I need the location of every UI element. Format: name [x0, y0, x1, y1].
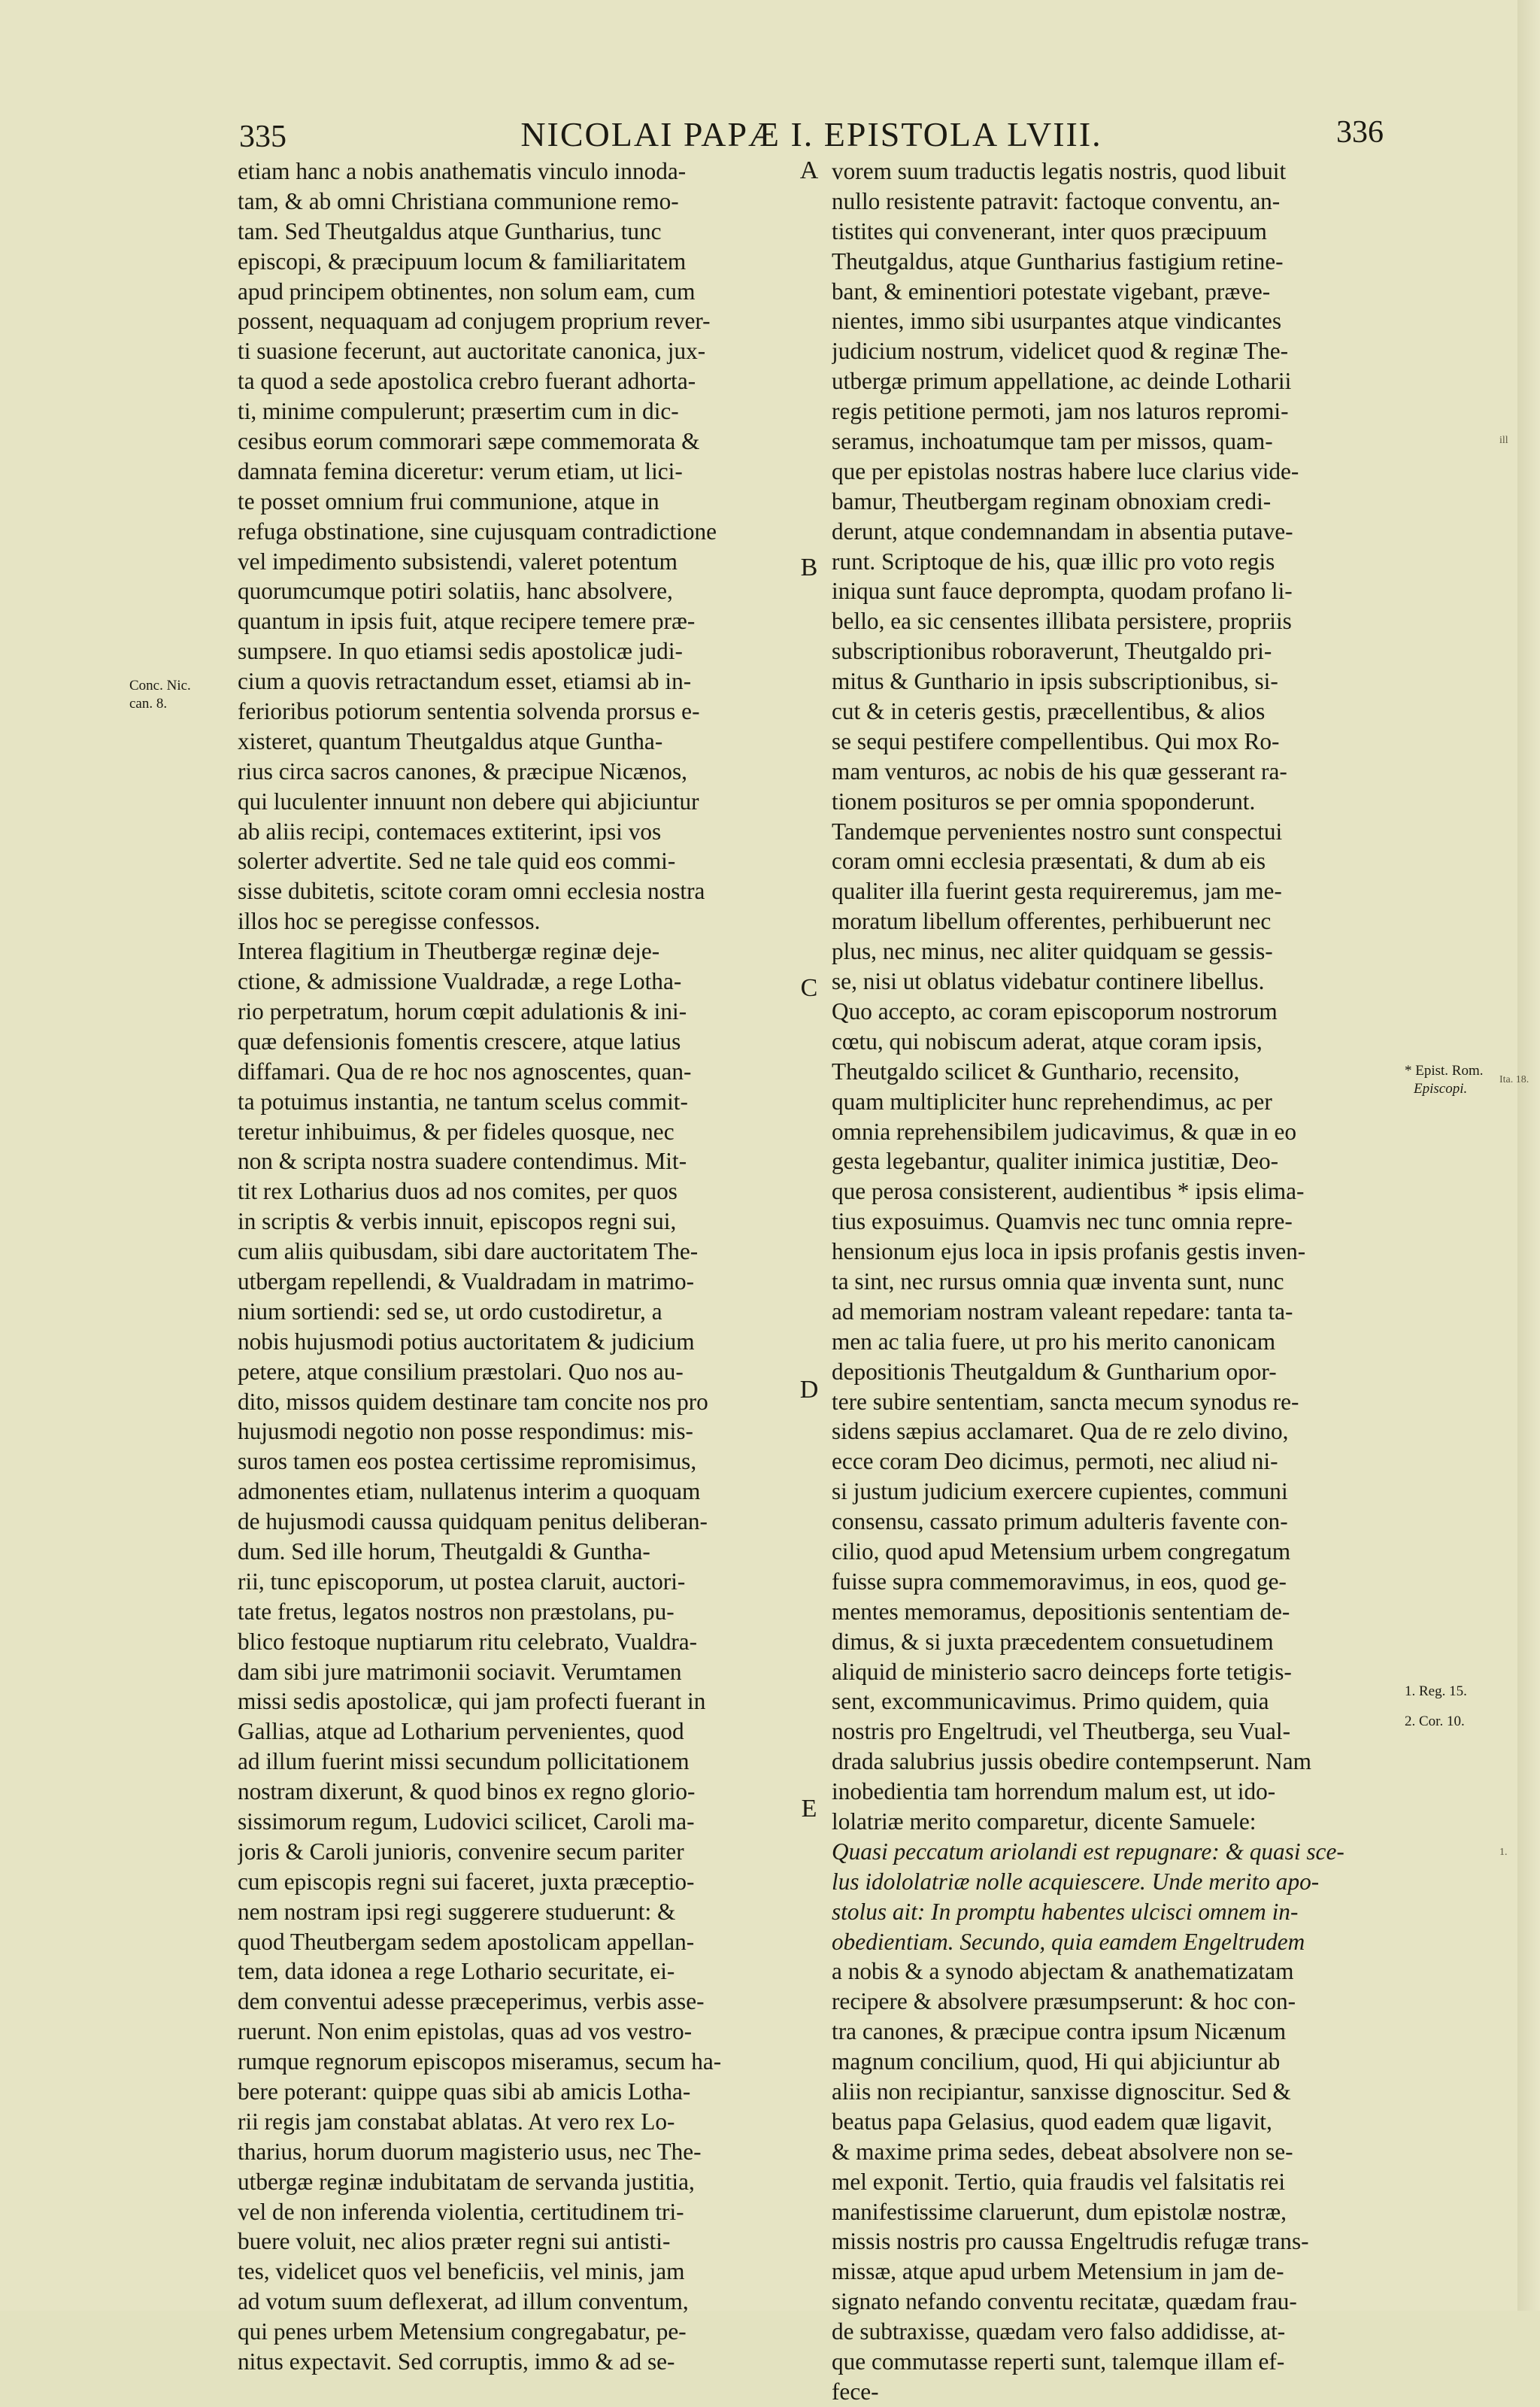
right-column-line: si justum judicium exercere cupientes, communi — [832, 1478, 1288, 1505]
left-column-line: te posset omnium frui communione, atque in — [238, 487, 659, 514]
right-column-line: cilio, quod apud Metensium urbem congregatum — [832, 1537, 1291, 1565]
right-column-line: quam multipliciter hunc reprehendimus, ac per — [832, 1088, 1272, 1115]
right-column-line: gesta legebantur, qualiter inimica justitiæ, Deo- — [832, 1148, 1279, 1175]
left-column-line: ruerunt. Non enim epistolas, quas ad vos vestro- — [238, 2018, 693, 2045]
right-column-line: iniqua sunt fauce deprompta, quodam profano li- — [832, 578, 1293, 605]
left-column-line: ab aliis recipi, contemaces extiterint, ipsi vos — [238, 818, 662, 845]
left-column-line: de hujusmodi caussa quidquam penitus deliberan- — [238, 1508, 708, 1535]
right-column-line: a nobis & a synodo abjectam & anathematizatam — [832, 1958, 1294, 1985]
right-column-line: Quo accepto, ac coram episcoporum nostrorum — [832, 997, 1278, 1024]
right-column-line: sidens sæpius acclamaret. Qua de re zelo divino, — [832, 1418, 1289, 1445]
left-column-line: rii regis jam constabat ablatas. At vero rex Lo- — [238, 2108, 675, 2135]
left-column-line: in scriptis & verbis innuit, episcopos regni sui, — [238, 1208, 677, 1235]
right-column-line: derunt, atque condemnandam in absentia putave- — [832, 518, 1293, 545]
right-column-line: magnum concilium, quod, Hi qui abjiciuntur ab — [832, 2048, 1281, 2075]
right-column-line: que per epistolas nostras habere luce clarius vide- — [832, 457, 1299, 484]
right-column-line: Theutgaldus, atque Guntharius fastigium retine- — [832, 247, 1284, 275]
left-column-line: ta potuimus instantia, ne tantum scelus commit- — [238, 1088, 688, 1115]
left-column-line: rii, tunc episcoporum, ut postea claruit, auctori- — [238, 1568, 686, 1595]
right-column-line: nullo resistente patravit: factoque conventu, an- — [832, 187, 1281, 214]
left-column-line: tharius, horum duorum magisterio usus, nec The- — [238, 2138, 702, 2165]
left-column-line: buere voluit, nec alios præter regni sui antisti- — [238, 2228, 671, 2255]
left-column-line: diffamari. Qua de re hoc nos agnoscentes, quan- — [238, 1058, 692, 1085]
right-column-line: qualiter illa fuerint gesta requireremus, jam me- — [832, 878, 1282, 905]
left-column-line: cum aliis quibusdam, sibi dare auctoritatem The- — [238, 1238, 699, 1265]
left-column-line: ti suasione fecerunt, aut auctoritate canonica, jux- — [238, 338, 706, 365]
right-column-line: nostris pro Engeltrudi, vel Theutberga, seu Vual- — [832, 1718, 1291, 1745]
right-column-line: ta sint, nec rursus omnia quæ inventa sunt, nunc — [832, 1267, 1284, 1295]
right-column-line: mitus & Gunthario in ipsis subscriptionibus, si- — [832, 668, 1278, 695]
left-column-line: ad illum fuerint missi secundum pollicitationem — [238, 1748, 690, 1775]
left-column-line: rius circa sacros canones, & præcipue Nicænos, — [238, 757, 687, 785]
right-column-line: tionem posituros se per omnia spoponderunt. — [832, 788, 1256, 815]
right-column-line: missis nostris pro caussa Engeltrudis refugæ trans- — [832, 2228, 1309, 2255]
left-column-line: tam, & ab omni Christiana communione remo- — [238, 187, 679, 214]
left-column-line: bere poterant: quippe quas sibi ab amicis Lotha- — [238, 2078, 691, 2105]
left-column-line: dito, missos quidem destinare tam concite nos pro — [238, 1388, 708, 1415]
right-column-line: Quasi peccatum ariolandi est repugnare: & quasi sce- — [832, 1838, 1344, 1865]
section-marker-e: E — [801, 1795, 817, 1823]
right-column-line: bant, & eminentiori potestate vigebant, præve- — [832, 278, 1271, 305]
section-marker-c: C — [800, 974, 818, 1002]
right-column-line: coram omni ecclesia præsentati, & dum ab eis — [832, 848, 1266, 875]
right-column-line: utbergæ primum appellatione, ac deinde Lotharii — [832, 368, 1292, 395]
right-column-line: tra canones, & præcipue contra ipsum Nicænum — [832, 2018, 1287, 2045]
left-column-line: tem, data idonea a rege Lothario securitate, ei- — [238, 1958, 675, 1985]
left-column-line: damnata femina diceretur: verum etiam, ut lici- — [238, 457, 683, 484]
right-column-line: se, nisi ut oblatus videbatur continere libellus. — [832, 968, 1265, 995]
left-column-line: sumpsere. In quo etiamsi sedis apostolicæ judi- — [238, 638, 683, 665]
left-column-line: qui luculenter innuunt non debere qui abjiciuntur — [238, 788, 699, 815]
right-column-line: de subtraxisse, quædam vero falso addidisse, at- — [832, 2318, 1286, 2345]
right-column-line: recipere & absolvere præsumpserunt: & hoc con- — [832, 1988, 1296, 2015]
right-column-line: fece- — [832, 2378, 879, 2405]
right-column-line: plus, nec minus, nec aliter quidquam se gessis- — [832, 938, 1273, 965]
right-column-line: judicium nostrum, videlicet quod & reginæ The- — [832, 338, 1289, 365]
left-column-line: solerter advertite. Sed ne tale quid eos commi- — [238, 848, 676, 875]
right-column-line: dimus, & si juxta præcedentem consuetudinem — [832, 1628, 1274, 1655]
left-column-line: quantum in ipsis fuit, atque recipere temere præ- — [238, 608, 696, 635]
left-column-line: rumque regnorum episcopos miseramus, secum ha- — [238, 2048, 722, 2075]
section-marker-a: A — [799, 156, 819, 184]
right-column-line: lus idololatriæ nolle acquiescere. Unde merito apo- — [832, 1868, 1320, 1895]
left-column-line: utbergæ reginæ indubitatam de servanda justitia, — [238, 2168, 695, 2195]
left-column-line: suros tamen eos postea certissime repromisimus, — [238, 1448, 697, 1475]
right-column-line: sent, excommunicavimus. Primo quidem, quia — [832, 1688, 1269, 1715]
page-edge — [1517, 0, 1540, 2311]
left-column-line: admonentes etiam, nullatenus interim a quoquam — [238, 1478, 701, 1505]
right-column-line: aliis non recipiantur, sanxisse dignoscitur. Sed & — [832, 2078, 1291, 2105]
left-column-line: missi sedis apostolicæ, qui jam profecti fuerant in — [238, 1688, 706, 1715]
left-column-line: cum episcopis regni sui faceret, juxta præceptio- — [238, 1868, 695, 1895]
far-margin-mark-3: 1. — [1499, 1847, 1508, 1858]
left-column-line: ctione, & admissione Vualdradæ, a rege Lotha- — [238, 968, 682, 995]
left-column-line: petere, atque consilium præstolari. Quo nos au- — [238, 1358, 684, 1385]
right-column-line: & maxime prima sedes, debeat absolvere non se- — [832, 2138, 1293, 2165]
right-column-line: signato nefando conventu recitatæ, quædam frau- — [832, 2288, 1297, 2315]
right-column-line: bello, ea sic censentes illibata persistere, propriis — [832, 608, 1292, 635]
right-column-line: vorem suum traductis legatis nostris, quod libuit — [832, 158, 1287, 184]
page-number-right: 336 — [1336, 115, 1384, 150]
right-column-line: cut & in ceteris gestis, præcellentibus, & alios — [832, 698, 1266, 725]
left-column-line: cesibus eorum commorari sæpe commemorata & — [238, 428, 700, 455]
right-column-line: que perosa consisterent, audientibus * ipsis elima- — [832, 1178, 1305, 1205]
left-column-line: Gallias, atque ad Lotharium pervenientes, quod — [238, 1718, 684, 1745]
right-column-line: cœtu, qui nobiscum aderat, atque coram ipsis, — [832, 1027, 1263, 1055]
right-column-line: manifestissime claruerunt, dum epistolæ nostræ, — [832, 2198, 1287, 2225]
left-column-line: dam sibi jure matrimonii sociavit. Verumtamen — [238, 1658, 682, 1685]
right-column-line: omnia reprehensibilem judicavimus, & quæ in eo — [832, 1118, 1296, 1145]
far-margin-mark-1: ill — [1499, 435, 1508, 446]
right-column-line: mam venturos, ac nobis de his quæ gesserant ra- — [832, 757, 1287, 785]
left-column-line: dem conventui adesse præceperimus, verbis asse- — [238, 1988, 705, 2015]
left-column-line: quæ defensionis fomentis crescere, atque latius — [238, 1027, 681, 1055]
right-column-line: bamur, Theutbergam reginam obnoxiam credi- — [832, 487, 1272, 514]
right-column-line: se sequi pestifere compellentibus. Qui mox Ro- — [832, 727, 1280, 754]
left-column-line: episcopi, & præcipuum locum & familiaritatem — [238, 247, 687, 275]
margin-note-epist: * Epist. Rom. Episcopi. — [1405, 1063, 1484, 1097]
right-column — [832, 156, 1411, 2407]
left-column-line: xisteret, quantum Theutgaldus atque Guntha- — [238, 727, 663, 754]
right-column-line: obedientiam. Secundo, quia eamdem Engeltrudem — [832, 1928, 1305, 1955]
right-column-line: que commutasse reperti sunt, talemque illam ef- — [832, 2348, 1285, 2375]
right-column-line: tius exposuimus. Quamvis nec tunc omnia repre- — [832, 1208, 1293, 1235]
left-column-line: nitus expectavit. Sed corruptis, immo & ad se- — [238, 2348, 675, 2375]
margin-note-reg: 1. Reg. 15. — [1405, 1683, 1467, 1699]
right-column-line: consensu, cassato primum adulteris favente con- — [832, 1508, 1288, 1535]
right-column-line: tere subire sententiam, sancta mecum synodus re- — [832, 1388, 1299, 1415]
page-number-left: 335 — [239, 120, 286, 154]
right-column-line: men ac talia fuere, ut pro his merito canonicam — [832, 1328, 1276, 1355]
right-column-line: Theutgaldo scilicet & Gunthario, recensito, — [832, 1058, 1240, 1085]
right-column-line: inobedientia tam horrendum malum est, ut ido- — [832, 1778, 1276, 1805]
section-marker-b: B — [800, 554, 818, 581]
right-column-line: mel exponit. Tertio, quia fraudis vel falsitatis rei — [832, 2168, 1286, 2195]
left-column-line: refuga obstinatione, sine cujusquam contradictione — [238, 518, 717, 545]
left-column-line: hujusmodi negotio non posse respondimus: mis- — [238, 1418, 693, 1445]
left-column-line: etiam hanc a nobis anathematis vinculo innoda- — [238, 158, 687, 184]
left-column-line: ti, minime compulerunt; præsertim cum in dic- — [238, 398, 679, 425]
left-column-line: rio perpetratum, horum cœpit adulationis & ini- — [238, 997, 687, 1024]
left-column-line: qui penes urbem Metensium congregabatur, pe- — [238, 2318, 687, 2345]
left-column-line: vel impedimento subsistendi, valeret potentum — [238, 548, 678, 575]
left-column-line: tam. Sed Theutgaldus atque Guntharius, tunc — [238, 217, 662, 244]
left-column-line: utbergam repellendi, & Vualdradam in matrimo- — [238, 1267, 695, 1295]
right-column-line: subscriptionibus roboraverunt, Theutgaldo pri- — [832, 638, 1272, 665]
left-column-line: quod Theutbergam sedem apostolicam appellan- — [238, 1928, 695, 1955]
right-column-line: ecce coram Deo dicimus, permoti, nec aliud ni- — [832, 1448, 1278, 1475]
left-column — [238, 156, 817, 2377]
left-column-line: nostram dixerunt, & quod binos ex regno glorio- — [238, 1778, 696, 1805]
section-marker-d: D — [799, 1376, 819, 1404]
left-column-line: ta quod a sede apostolica crebro fuerant adhorta- — [238, 368, 696, 395]
left-column-line: nium sortiendi: sed se, ut ordo custodiretur, a — [238, 1298, 662, 1325]
far-margin-mark-2: Ita. 18. — [1499, 1074, 1529, 1085]
right-column-line: seramus, inchoatumque tam per missos, quam- — [832, 428, 1273, 455]
left-column-line: vel de non inferenda violentia, certitudinem tri- — [238, 2198, 684, 2225]
left-column-line: joris & Caroli junioris, convenire secum pariter — [238, 1838, 684, 1865]
page-header — [239, 113, 1384, 155]
right-column-line: ad memoriam nostram valeant repedare: tanta ta- — [832, 1298, 1293, 1325]
left-column-line: sisse dubitetis, scitote coram omni ecclesia nostra — [238, 878, 705, 905]
right-column-line: lolatriæ merito comparetur, dicente Samuele: — [832, 1808, 1257, 1835]
left-column-line: tit rex Lotharius duos ad nos comites, per quos — [238, 1178, 678, 1205]
left-column-line: sissimorum regum, Ludovici scilicet, Caroli ma- — [238, 1808, 695, 1835]
right-column-line: tistites qui convenerant, inter quos præcipuum — [832, 217, 1267, 244]
left-column-line: dum. Sed ille horum, Theutgaldi & Guntha- — [238, 1537, 650, 1565]
left-column-line: blico festoque nuptiarum ritu celebrato, Vualdra- — [238, 1628, 698, 1655]
right-column-line: depositionis Theutgaldum & Guntharium opor- — [832, 1358, 1277, 1385]
right-column-line: missæ, atque apud urbem Metensium in jam de- — [832, 2258, 1284, 2285]
right-column-line: mentes memoramus, depositionis sententiam de- — [832, 1598, 1290, 1625]
margin-note-cor: 2. Cor. 10. — [1405, 1713, 1465, 1729]
right-column-line: fuisse supra commemoravimus, in eos, quod ge- — [832, 1568, 1287, 1595]
right-column-line: runt. Scriptoque de his, quæ illic pro voto regis — [832, 548, 1275, 575]
running-title: NICOLAI PAPÆ I. EPISTOLA LVIII. — [520, 115, 1102, 153]
left-column-line: teretur inhibuimus, & per fideles quosque, nec — [238, 1118, 675, 1145]
left-column-line: non & scripta nostra suadere contendimus. Mit- — [238, 1148, 687, 1175]
margin-note-conc: Conc. Nic. can. 8. — [129, 678, 191, 712]
left-column-line: tate fretus, legatos nostros non præstolans, pu- — [238, 1598, 675, 1625]
right-column-line: drada salubrius jussis obedire contempserunt. Nam — [832, 1748, 1311, 1775]
left-column-line: ad votum suum deflexerat, ad illum conventum, — [238, 2288, 689, 2315]
left-column-line: apud principem obtinentes, non solum eam, cum — [238, 278, 696, 305]
right-column-line: beatus papa Gelasius, quod eadem quæ ligavit, — [832, 2108, 1272, 2135]
right-column-line: moratum libellum offerentes, perhibuerunt nec — [832, 908, 1272, 935]
right-column-line: aliquid de ministerio sacro deinceps forte tetigis- — [832, 1658, 1292, 1685]
right-column-line: stolus ait: In promptu habentes ulcisci omnem in- — [832, 1898, 1299, 1925]
left-column-line: cium a quovis retractandum esset, etiamsi ab in- — [238, 668, 692, 695]
left-column-line: ferioribus potiorum sententia solvenda prorsus e- — [238, 698, 700, 725]
left-column-line: nobis hujusmodi potius auctoritatem & judicium — [238, 1328, 695, 1355]
right-column-line: nientes, immo sibi usurpantes atque vindicantes — [832, 308, 1282, 335]
right-column-line: regis petitione permoti, jam nos laturos repromi- — [832, 398, 1289, 425]
left-column-line: quorumcumque potiri solatiis, hanc absolvere, — [238, 578, 673, 605]
right-column-line: Tandemque pervenientes nostro sunt conspectui — [832, 818, 1283, 845]
left-column-line: possent, nequaquam ad conjugem proprium rever- — [238, 308, 711, 335]
right-column-line: hensionum ejus loca in ipsis profanis gestis inven- — [832, 1238, 1306, 1265]
left-column-line: Interea flagitium in Theutbergæ reginæ deje- — [238, 938, 660, 965]
left-column-line: tes, videlicet quos vel beneficiis, vel minis, jam — [238, 2258, 685, 2285]
left-column-line: illos hoc se peregisse confessos. — [238, 908, 541, 935]
left-column-line: nem nostram ipsi regi suggerere studuerunt: & — [238, 1898, 676, 1925]
